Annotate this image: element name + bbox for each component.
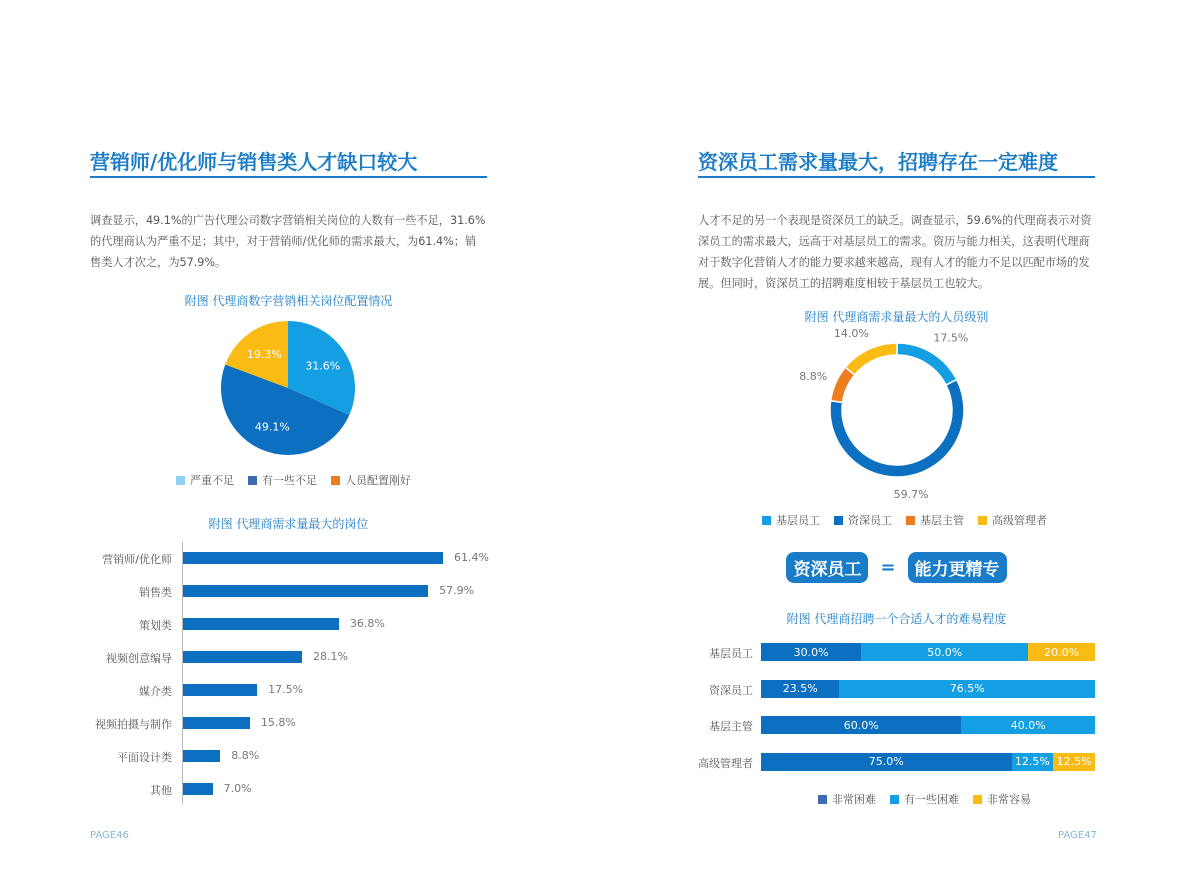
donut-chart-legend: [762, 512, 1047, 528]
bar-chart-title: 附图 代理商需求量最大的岗位: [208, 517, 369, 531]
donut-slice-label: 17.5%: [933, 331, 969, 345]
bar-value-label: 15.8%: [260, 716, 296, 729]
pie-legend-item: [248, 472, 317, 488]
stacked-bar-row: [761, 680, 1095, 698]
right-paragraph: 人才不足的另一个表现是资深员工的缺乏。调查显示，59.6%的代理商表示对资深员工的需求最大，远高于对基层员工的需求。资历与能力相关，这表明代理商对于数字化营销人才的能力要求越来越高，现有人才的能力不足以匹配市场的发展。但同时，资深员工的招聘难度相较于基层员工也较大。: [698, 214, 1092, 290]
pie-legend-item: [176, 472, 234, 488]
stacked-chart-title: 附图 代理商招聘一个合适人才的难易程度: [786, 612, 1007, 626]
stacked-legend-swatch: [973, 795, 982, 804]
bar-category-label: 营销师/优化师: [102, 553, 172, 566]
bar-chart-axis: [182, 542, 183, 804]
bar-category-label: 视频创意编导: [106, 652, 172, 665]
pie-legend-swatch: [331, 476, 340, 485]
donut-legend-label: 资深员工: [848, 514, 892, 527]
bar: [183, 750, 220, 762]
stacked-segment: 40.0%: [961, 716, 1095, 734]
left-title-rule: [90, 176, 487, 178]
right-page-number: PAGE47: [1058, 830, 1097, 841]
stacked-segment: 12.5%: [1012, 753, 1054, 771]
bar-value-label: 61.4%: [454, 551, 489, 564]
stacked-chart-legend: [818, 791, 1031, 807]
left-page-number: PAGE46: [90, 830, 129, 841]
stacked-category-label: 基层员工: [709, 647, 753, 660]
stacked-bar-chart: [698, 643, 1095, 778]
bar: [183, 684, 257, 696]
stacked-bar-row: [761, 753, 1095, 771]
stacked-bar-row: [761, 716, 1095, 734]
bar: [183, 651, 302, 663]
pie-chart-legend: [176, 472, 411, 488]
pie-legend-label: 严重不足: [190, 474, 234, 487]
donut-legend-item: [762, 512, 820, 528]
pie-slice-label: 31.6%: [305, 359, 341, 373]
pie-legend-swatch: [176, 476, 185, 485]
bar: [183, 552, 443, 564]
donut-legend-swatch: [762, 516, 771, 525]
pie-slice-label: 49.1%: [254, 420, 290, 434]
bar-category-label: 视频拍摄与制作: [95, 718, 172, 731]
banner-right-badge: 能力更精专: [908, 552, 1007, 583]
donut-legend-label: 基层员工: [776, 514, 820, 527]
left-paragraph: 调查显示，49.1%的广告代理公司数字营销相关岗位的人数有一些不足，31.6%的代理商认为严重不足；其中，对于营销师/优化师的需求最大，为61.4%；销售类人才次之，为57.9%。: [90, 214, 486, 269]
pie-legend-item: [331, 472, 411, 488]
pie-chart: [218, 318, 358, 458]
bar-category-label: 媒介类: [139, 685, 172, 698]
stacked-legend-item: [973, 791, 1031, 807]
bar-category-label: 策划类: [139, 619, 172, 632]
stacked-segment: 30.0%: [761, 643, 861, 661]
stacked-legend-item: [890, 791, 959, 807]
bar-category-label: 销售类: [139, 586, 172, 599]
donut-legend-swatch: [906, 516, 915, 525]
stacked-segment: 12.5%: [1053, 753, 1095, 771]
right-title-rule: [698, 176, 1095, 178]
bar-category-label: 平面设计类: [117, 751, 172, 764]
left-page-title: 营销师/优化师与销售类人才缺口较大: [90, 150, 418, 174]
donut-slice: [897, 343, 957, 385]
donut-legend-swatch: [978, 516, 987, 525]
stacked-segment: 75.0%: [761, 753, 1012, 771]
bar-value-label: 36.8%: [349, 617, 385, 630]
banner-left-badge: 资深员工: [786, 552, 868, 583]
bar-value-label: 57.9%: [439, 584, 475, 597]
donut-legend-label: 高级管理者: [992, 514, 1047, 527]
donut-slice-label: 8.8%: [799, 369, 828, 383]
stacked-category-label: 高级管理者: [698, 756, 753, 770]
pie-slice-label: 19.3%: [246, 347, 282, 361]
stacked-segment: 60.0%: [761, 716, 961, 734]
bar-value-label: 8.8%: [231, 749, 260, 762]
donut-slice-label: 14.0%: [833, 328, 869, 341]
stacked-category-label: 资深员工: [709, 683, 753, 697]
right-page-title: 资深员工需求量最大，招聘存在一定难度: [698, 150, 1058, 174]
bar: [183, 618, 339, 630]
donut-legend-item: [906, 512, 964, 528]
stacked-segment: 20.0%: [1028, 643, 1095, 661]
stacked-legend-label: 有一些困难: [904, 793, 959, 806]
donut-legend-item: [834, 512, 892, 528]
donut-chart: [780, 328, 1020, 498]
bar: [183, 585, 428, 597]
banner: [698, 552, 1095, 583]
bar-category-label: 其他: [150, 784, 172, 797]
pie-legend-swatch: [248, 476, 257, 485]
stacked-legend-label: 非常困难: [832, 793, 876, 806]
stacked-segment: 76.5%: [839, 680, 1095, 698]
donut-legend-item: [978, 512, 1047, 528]
pie-legend-label: 人员配置刚好: [345, 474, 411, 487]
stacked-bar-row: [761, 643, 1095, 661]
donut-chart-title: 附图 代理商需求量最大的人员级别: [804, 310, 989, 324]
pie-legend-label: 有一些不足: [262, 474, 317, 487]
stacked-segment: 23.5%: [761, 680, 839, 698]
stacked-legend-swatch: [890, 795, 899, 804]
stacked-legend-swatch: [818, 795, 827, 804]
bar-chart: [86, 542, 506, 804]
pie-chart-title: 附图 代理商数字营销相关岗位配置情况: [184, 294, 393, 308]
donut-slice: [845, 343, 897, 375]
banner-equals: =: [880, 557, 896, 578]
bar: [183, 717, 250, 729]
donut-slice-label: 59.7%: [893, 487, 929, 498]
stacked-segment: 50.0%: [861, 643, 1028, 661]
donut-legend-label: 基层主管: [920, 514, 964, 527]
stacked-legend-item: [818, 791, 876, 807]
bar-value-label: 17.5%: [268, 683, 304, 696]
bar-value-label: 7.0%: [223, 782, 252, 795]
stacked-legend-label: 非常容易: [987, 793, 1031, 806]
bar-value-label: 28.1%: [312, 650, 348, 663]
bar: [183, 783, 213, 795]
stacked-category-label: 基层主管: [709, 720, 753, 733]
donut-legend-swatch: [834, 516, 843, 525]
donut-slice: [830, 380, 964, 477]
